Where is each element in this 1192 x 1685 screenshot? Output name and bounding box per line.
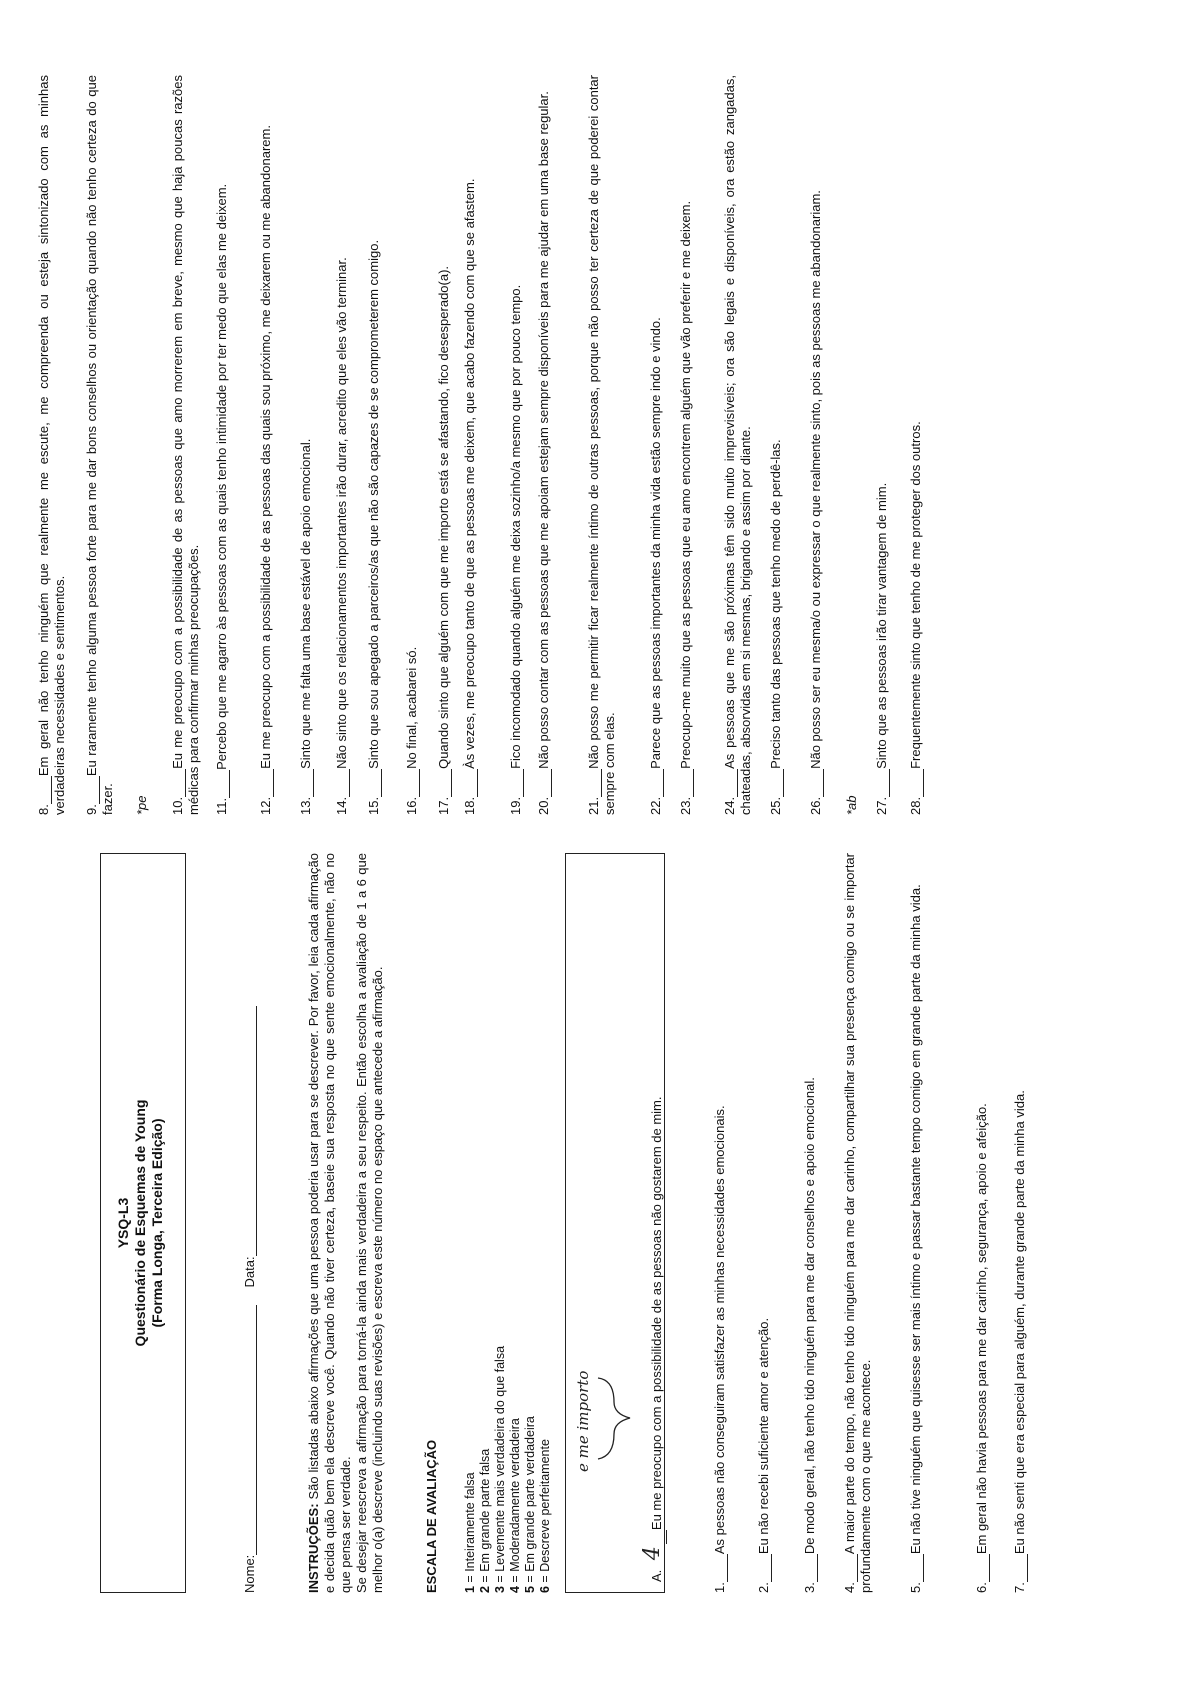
scale-item: 4 = Moderadamente verdadeira — [508, 1418, 522, 1593]
answer-blank[interactable] — [217, 770, 230, 798]
questionnaire-item — [802, 853, 818, 1593]
questionnaire-item — [214, 75, 230, 815]
scale-title: ESCALA DE AVALIAÇÃO — [424, 1439, 439, 1593]
answer-blank[interactable] — [39, 776, 52, 804]
answer-blank[interactable] — [845, 1554, 858, 1582]
item-number: 15. — [366, 796, 381, 815]
item-number: 9. — [84, 804, 99, 815]
scale-item-number: 6 — [538, 1586, 552, 1593]
answer-blank[interactable] — [759, 1554, 772, 1582]
scale-item: 6 = Descreve perfeitamente — [538, 1439, 552, 1593]
item-text: Não posso me permitir ficar realmente íntimo de outras pessoas, porque não posso ter certeza de que poderei contar sempre com elas. — [586, 75, 617, 815]
example-letter: A. — [649, 1569, 664, 1582]
questionnaire-item — [84, 75, 116, 815]
scale-item-label: Em grande parte verdadeira — [523, 1416, 537, 1572]
item-number: 27. — [874, 796, 889, 815]
questionnaire-item — [908, 75, 924, 815]
questionnaire-item — [908, 853, 924, 1593]
questionnaire-item — [298, 75, 314, 815]
answer-blank[interactable] — [301, 769, 314, 797]
questionnaire-item — [874, 75, 890, 815]
item-text: Eu não recebi suficiente amor e atenção. — [756, 1317, 771, 1555]
item-number: 13. — [298, 796, 313, 815]
instructions-p2: Se desejar reescreva a afirmação para torná-la ainda mais verdadeira a seu respeito. Então escolha a avaliação de 1 a 6 que melhor o(a) descreve (incluindo suas revisões) e escreva este número no espaço que antecede a afirmação. — [354, 853, 385, 1593]
questionnaire-item — [436, 75, 452, 815]
scale-item-label: Descreve perfeitamente — [538, 1439, 552, 1572]
item-text: Eu não tive ninguém que quisesse ser mais íntimo e passar bastante tempo comigo em grande parte da minha vida. — [908, 884, 923, 1555]
answer-blank[interactable] — [811, 769, 824, 797]
answer-blank[interactable] — [261, 769, 274, 797]
form-code: YSQ-L3 — [115, 1197, 131, 1249]
answer-blank[interactable] — [511, 769, 524, 797]
answer-blank[interactable] — [651, 769, 664, 797]
item-number: 22. — [648, 796, 663, 815]
item-text: Preocupo-me muito que as pessoas que eu amo encontrem alguém que vão preferir e me deixem. — [678, 200, 693, 769]
answer-blank[interactable] — [681, 769, 694, 797]
scale-item-number: 4 — [508, 1586, 522, 1593]
example-answer: 4 — [640, 1546, 665, 1561]
item-number: 26. — [808, 796, 823, 815]
item-number: 14. — [334, 796, 349, 815]
questionnaire-item — [722, 75, 754, 815]
section-tag: *ab — [844, 795, 859, 815]
item-number: 4. — [842, 1582, 857, 1593]
answer-blank[interactable] — [589, 769, 602, 797]
item-number: 20. — [536, 796, 551, 815]
questionnaire-item — [974, 853, 990, 1593]
left-column — [0, 843, 1192, 1685]
item-number: 10. — [170, 796, 185, 815]
item-text: Quando sinto que alguém com que me importo está se afastando, fico desesperado(a). — [436, 265, 451, 769]
item-text: Eu me preocupo com a possibilidade de as pessoas que amo morrerem em breve, mesmo que haja poucas razões médicas para confirmar minhas preocupações. — [170, 75, 201, 815]
item-number: 3. — [802, 1582, 817, 1593]
answer-blank[interactable] — [337, 769, 350, 797]
questionnaire-item — [508, 75, 524, 815]
questionnaire-item — [258, 75, 274, 815]
answer-blank[interactable] — [173, 769, 186, 797]
answer-blank[interactable] — [1015, 1554, 1028, 1582]
example-item — [642, 1097, 667, 1583]
item-number: 19. — [508, 796, 523, 815]
item-text: Em geral não tenho ninguém que realmente me escute, me compreenda ou esteja sintonizado com as minhas verdadeiras necessidades e sentimentos. — [36, 75, 67, 815]
item-number: 7. — [1012, 1582, 1027, 1593]
questionnaire-item — [648, 75, 664, 815]
scale-item-number: 2 — [478, 1586, 492, 1593]
handwritten-note: e me importo — [574, 1370, 592, 1472]
item-text: Preciso tanto das pessoas que tenho medo de perdê-las. — [768, 439, 783, 769]
item-text: Eu não senti que era especial para alguém, durante grande parte da minha vida. — [1012, 1090, 1027, 1555]
name-date-row — [242, 853, 257, 1593]
questionnaire-item — [536, 75, 552, 815]
item-text: Frequentemente sinto que tenho de me proteger dos outros. — [908, 421, 923, 769]
item-number: 11. — [214, 797, 229, 815]
form-subtitle: (Forma Longa, Terceira Edição) — [149, 1118, 165, 1328]
questionnaire-item — [462, 75, 478, 815]
title-box — [100, 853, 186, 1593]
instructions-p1: São listadas abaixo afirmações que uma pessoa poderia usar para se descrever. Por favor, leia cada afirmação e decida quão bem ela descreve você. Quando não tiver certeza, baseie sua resposta no que sente emocionalmente, não no que pensa ser verdade. — [306, 853, 353, 1593]
date-field[interactable] — [243, 1006, 257, 1256]
answer-blank[interactable] — [771, 769, 784, 797]
item-number: 18. — [462, 796, 477, 815]
item-number: 21. — [586, 796, 601, 815]
item-text: Não posso ser eu mesma/o ou expressar o que realmente sinto, pois as pessoas me abandonariam. — [808, 190, 823, 769]
questionnaire-item — [678, 75, 694, 815]
item-number: 28. — [908, 796, 923, 815]
scale-item: 5 = Em grande parte verdadeira — [523, 1416, 537, 1593]
answer-blank[interactable] — [87, 776, 100, 804]
item-number: 16. — [404, 796, 419, 815]
answer-blank[interactable] — [407, 769, 420, 797]
scale-item: 2 = Em grande parte falsa — [478, 1448, 492, 1593]
item-number: 2. — [756, 1582, 771, 1593]
answer-blank[interactable] — [977, 1554, 990, 1582]
scale-item-number: 5 — [523, 1586, 537, 1593]
scale-item-number: 3 — [493, 1586, 507, 1593]
item-text: Parece que as pessoas importantes da minha vida estão sempre indo e vindo. — [648, 317, 663, 769]
item-text: Não sinto que os relacionamentos importantes irão durar, acredito que eles vão terminar. — [334, 257, 349, 769]
questionnaire-item — [170, 75, 202, 815]
answer-blank[interactable] — [439, 769, 452, 797]
scale-item-label: Em grande parte falsa — [478, 1448, 492, 1572]
item-number: 17. — [436, 796, 451, 815]
item-number: 24. — [722, 796, 737, 815]
answer-blank[interactable] — [539, 769, 552, 797]
item-number: 6. — [974, 1582, 989, 1593]
questionnaire-item — [36, 75, 68, 815]
example-answer-line — [654, 1530, 667, 1544]
item-text: Sinto que sou apegado a parceiros/as que não são capazes de se comprometerem comigo. — [366, 239, 381, 769]
item-text: A maior parte do tempo, não tenho tido ninguém para me dar carinho, compartilhar sua presença comigo ou se importar profundamente com o que me acontece. — [842, 853, 873, 1593]
questionnaire-item — [1012, 853, 1028, 1593]
questionnaire-item — [366, 75, 382, 815]
answer-blank[interactable] — [715, 1554, 728, 1582]
section-tag: *pe — [134, 795, 149, 815]
answer-blank[interactable] — [369, 769, 382, 797]
item-text: Sinto que me falta uma base estável de apoio emocional. — [298, 438, 313, 769]
questionnaire-item — [334, 75, 350, 815]
answer-blank[interactable] — [877, 769, 890, 797]
name-field[interactable] — [243, 1305, 257, 1555]
item-text: Às vezes, me preocupo tanto de que as pessoas me deixem, que acabo fazendo com que se afastem. — [462, 178, 477, 769]
instructions-heading: INSTRUÇÕES: — [306, 1503, 321, 1593]
handwritten-brace-icon — [596, 1374, 636, 1464]
item-text: Eu raramente tenho alguma pessoa forte para me dar bons conselhos ou orientação quando não tenho certeza do que fazer. — [84, 75, 115, 815]
item-number: 8. — [36, 804, 51, 815]
scale-item: 3 = Levemente mais verdadeira do que falsa — [493, 1345, 507, 1593]
item-text: As pessoas que me são próximas têm sido muito imprevisíveis; ora são legais e disponíveis, ora estão zangadas, chateadas, absorvidas em si mesmas, brigando e assim por diante. — [722, 75, 753, 815]
date-label: Data: — [242, 1256, 257, 1288]
scale-item-label: Levemente mais verdadeira do que falsa — [493, 1345, 507, 1572]
item-number: 5. — [908, 1582, 923, 1593]
item-text: De modo geral, não tenho tido ninguém para me dar conselhos e apoio emocional. — [802, 1077, 817, 1555]
item-number: 12. — [258, 796, 273, 815]
rating-scale — [463, 1093, 553, 1593]
questionnaire-item — [768, 75, 784, 815]
answer-blank[interactable] — [911, 769, 924, 797]
item-text: Sinto que as pessoas irão tirar vantagem de mim. — [874, 482, 889, 769]
item-text: Eu me preocupo com a possibilidade de as pessoas das quais sou próximo, me deixarem ou me abandonarem. — [258, 125, 273, 769]
item-text: Percebo que me agarro às pessoas com as quais tenho intimidade por ter medo que elas me deixem. — [214, 183, 229, 770]
item-text: Em geral não havia pessoas para me dar carinho, segurança, apoio e afeição. — [974, 1103, 989, 1555]
name-label: Nome: — [242, 1554, 257, 1593]
scale-item-number: 1 — [463, 1586, 477, 1593]
questionnaire-item — [404, 75, 420, 815]
form-title: Questionário de Esquemas de Young — [132, 1099, 148, 1347]
item-text: Fico incomodado quando alguém me deixa sozinho/a mesmo que por pouco tempo. — [508, 284, 523, 769]
questionnaire-item — [808, 75, 824, 815]
instructions — [306, 853, 386, 1593]
answer-blank[interactable] — [725, 769, 738, 797]
scale-item-label: Moderadamente verdadeira — [508, 1418, 522, 1572]
item-text: As pessoas não conseguiram satisfazer as minhas necessidades emocionais. — [712, 1105, 727, 1555]
item-number: 1. — [712, 1582, 727, 1593]
example-text: Eu me preocupo com a possibilidade de as pessoas não gostarem de mim. — [649, 1096, 664, 1531]
questionnaire-item — [842, 853, 874, 1593]
questionnaire-item — [712, 853, 728, 1593]
item-number: 25. — [768, 796, 783, 815]
questionnaire-item — [586, 75, 618, 815]
item-number: 23. — [678, 796, 693, 815]
questionnaire-item — [756, 853, 772, 1593]
answer-blank[interactable] — [911, 1554, 924, 1582]
answer-blank[interactable] — [465, 769, 478, 797]
example-box — [565, 853, 665, 1593]
scale-item: 1 = Inteiramente falsa — [463, 1472, 477, 1593]
answer-blank[interactable] — [805, 1554, 818, 1582]
item-text: No final, acabarei só. — [404, 646, 419, 769]
scale-item-label: Inteiramente falsa — [463, 1472, 477, 1572]
item-text: Não posso contar com as pessoas que me apoiam estejam sempre disponíveis para me ajudar em uma base regular. — [536, 91, 551, 769]
